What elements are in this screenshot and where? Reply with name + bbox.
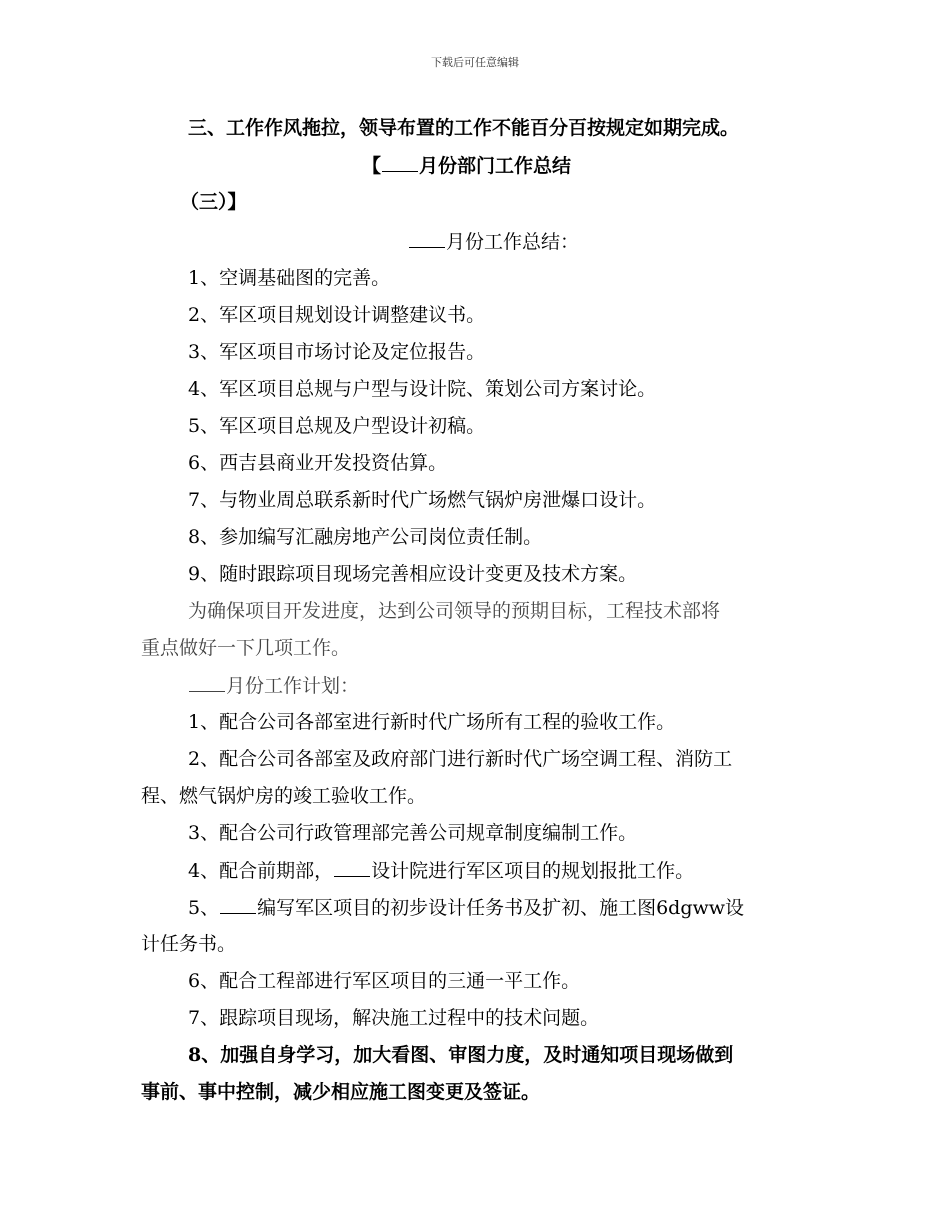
plan-item-5-line2: 计任务书。	[141, 933, 237, 955]
plan-item-6: 6、配合工程部进行军区项目的三通一平工作。	[188, 970, 581, 992]
title-text: 月份部门工作总结	[419, 155, 572, 177]
plan-item-4	[188, 858, 694, 883]
plan-item-5-after: 编写军区项目的初步设计任务书及扩初、施工图6dgww设	[257, 897, 745, 919]
plan-item-5-line1	[188, 895, 744, 920]
summary-blank	[409, 229, 445, 248]
summary-item: 3、军区项目市场讨论及定位报告。	[188, 341, 486, 363]
plan-item-4-before: 4、配合前期部，	[188, 860, 334, 882]
summary-item: 5、军区项目总规及户型设计初稿。	[188, 415, 486, 437]
title-open-bracket: 【	[362, 155, 382, 177]
plan-item-4-blank	[334, 858, 370, 877]
intro-line: 三、工作作风拖拉，领导布置的工作不能百分百按规定如期完成。	[188, 117, 740, 139]
header-note: 下载后可任意编辑	[431, 56, 519, 69]
plan-item-8-line2: 事前、事中控制，减少相应施工图变更及签证。	[141, 1081, 541, 1103]
summary-item: 8、参加编写汇融房地产公司岗位责任制。	[188, 526, 543, 548]
summary-item: 6、西吉县商业开发投资估算。	[188, 452, 448, 474]
plan-item-5-before: 5、	[188, 897, 220, 919]
summary-item: 7、与物业周总联系新时代广场燃气锅炉房泄爆口设计。	[188, 489, 657, 511]
plan-item-3: 3、配合公司行政管理部完善公司规章制度编制工作。	[188, 822, 638, 844]
summary-item: 4、军区项目总规与户型与设计院、策划公司方案讨论。	[188, 378, 657, 400]
transition-line1: 为确保项目开发进度，达到公司领导的预期目标，工程技术部将	[188, 600, 721, 622]
title-blank	[382, 153, 418, 172]
plan-heading-text: 月份工作计划：	[226, 675, 360, 697]
section-title	[362, 153, 571, 178]
plan-heading	[188, 673, 359, 698]
plan-item-2-line1: 2、配合公司各部室及政府部门进行新时代广场空调工程、消防工	[188, 748, 733, 770]
summary-heading	[408, 229, 579, 254]
plan-item-4-after: 设计院进行军区项目的规划报批工作。	[371, 860, 695, 882]
summary-item: 9、随时跟踪项目现场完善相应设计变更及技术方案。	[188, 563, 638, 585]
section-title-line2: （三）】	[180, 191, 247, 213]
summary-item: 1、空调基础图的完善。	[188, 267, 391, 289]
summary-heading-text: 月份工作总结：	[446, 231, 580, 253]
plan-item-2-line2: 程、燃气锅炉房的竣工验收工作。	[141, 785, 427, 807]
plan-item-1: 1、配合公司各部室进行新时代广场所有工程的验收工作。	[188, 711, 676, 733]
summary-item: 2、军区项目规划设计调整建议书。	[188, 304, 486, 326]
plan-item-8-line1: 8、加强自身学习，加大看图、审图力度，及时通知项目现场做到	[188, 1044, 734, 1066]
plan-item-5-blank	[220, 895, 256, 914]
plan-item-7: 7、跟踪项目现场，解决施工过程中的技术问题。	[188, 1007, 600, 1029]
transition-line2: 重点做好一下几项工作。	[141, 637, 351, 659]
plan-blank	[189, 673, 225, 692]
